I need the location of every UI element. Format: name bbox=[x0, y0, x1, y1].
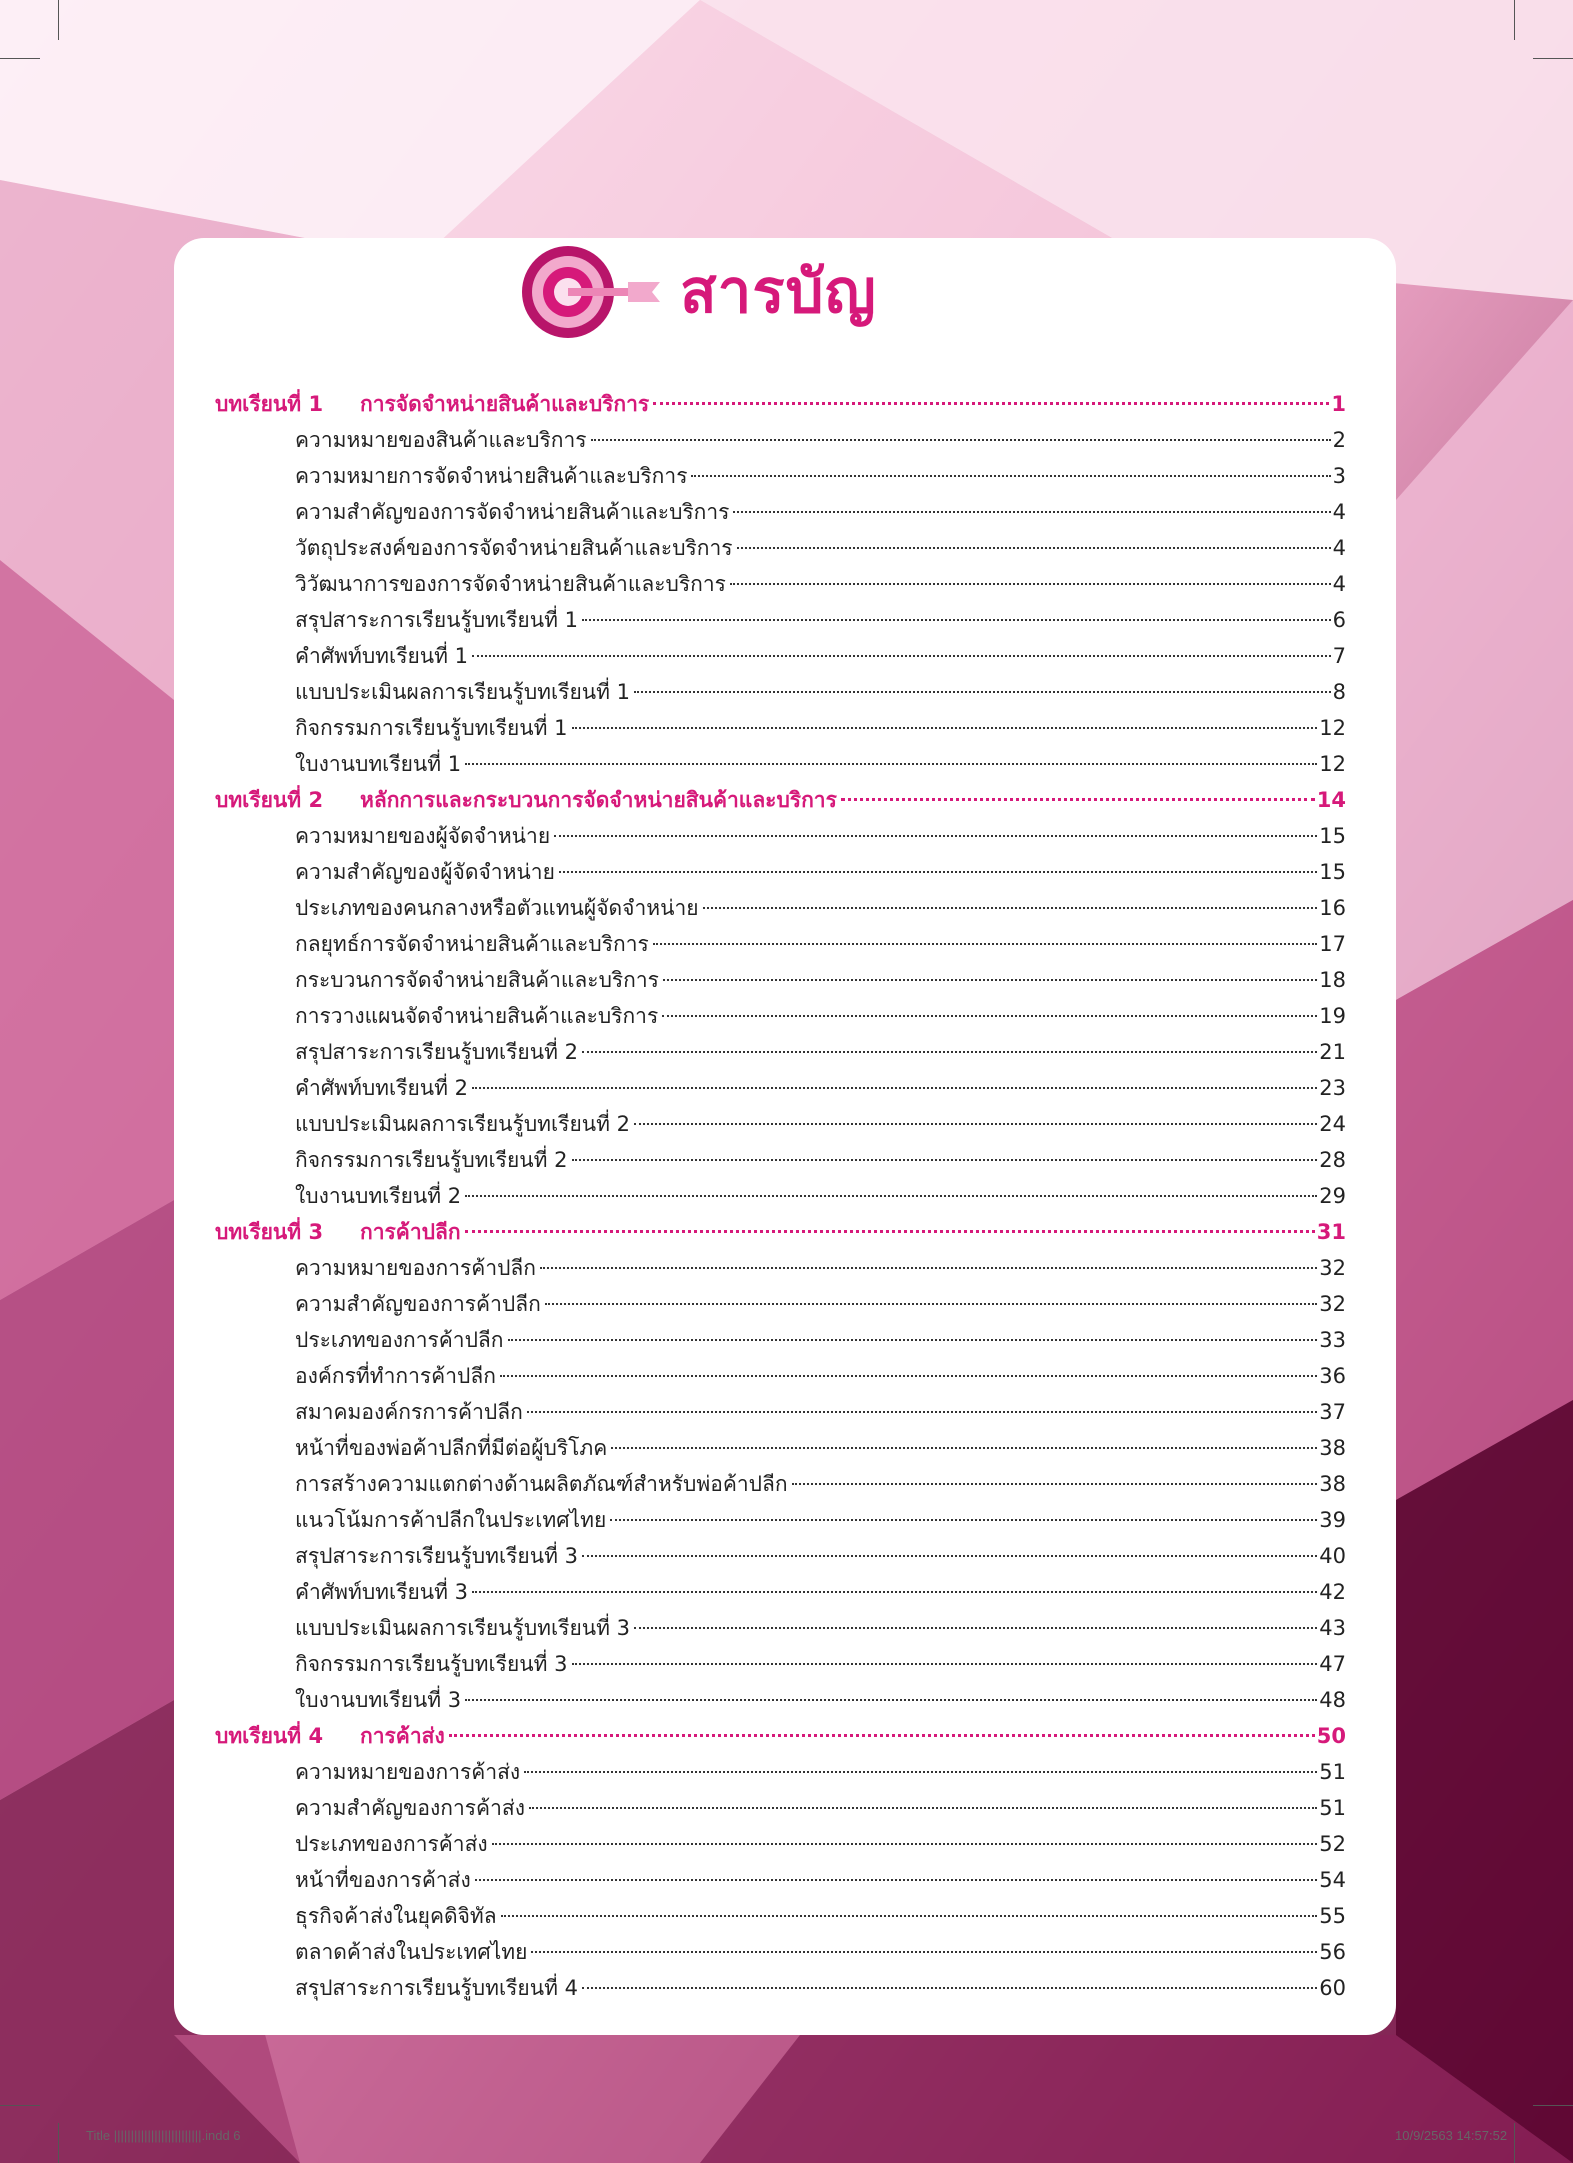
toc-item-title: ความหมายของการค้าปลีก bbox=[295, 1256, 537, 1280]
page-header bbox=[520, 242, 877, 342]
toc-item-row[interactable] bbox=[215, 1178, 1346, 1214]
toc-item-row[interactable] bbox=[215, 1898, 1346, 1934]
crop-mark bbox=[58, 2123, 59, 2163]
chapter-number: บทเรียนที่ 4 bbox=[215, 1724, 324, 1748]
toc-item-row[interactable] bbox=[215, 602, 1346, 638]
toc-item-title: สมาคมองค์กรการค้าปลีก bbox=[295, 1400, 523, 1424]
toc-item-title: กิจกรรมการเรียนรู้บทเรียนที่ 3 bbox=[295, 1652, 568, 1676]
target-arrow-icon bbox=[520, 244, 670, 340]
dot-leader bbox=[841, 798, 1315, 801]
toc-item-row[interactable] bbox=[215, 1862, 1346, 1898]
toc-item-title: หน้าที่ของการค้าส่ง bbox=[295, 1868, 471, 1892]
toc-item-title: สรุปสาระการเรียนรู้บทเรียนที่ 1 bbox=[295, 608, 578, 632]
toc-item-row[interactable] bbox=[215, 818, 1346, 854]
page-number: 12 bbox=[1319, 752, 1346, 776]
toc-item-row[interactable] bbox=[215, 530, 1346, 566]
page-number: 32 bbox=[1319, 1292, 1346, 1316]
toc-item-title: กิจกรรมการเรียนรู้บทเรียนที่ 2 bbox=[295, 1148, 568, 1172]
table-of-contents bbox=[215, 386, 1346, 2006]
toc-chapter-row[interactable] bbox=[215, 386, 1346, 422]
page-number: 1 bbox=[1331, 392, 1346, 416]
toc-item-title: กลยุทธ์การจัดจำหน่ายสินค้าและบริการ bbox=[295, 932, 649, 956]
toc-item-title: ความหมายของผู้จัดจำหน่าย bbox=[295, 824, 551, 848]
dot-leader bbox=[572, 1159, 1318, 1161]
chapter-number: บทเรียนที่ 2 bbox=[215, 788, 324, 812]
toc-item-row[interactable] bbox=[215, 926, 1346, 962]
chapter-title: การจัดจำหน่ายสินค้าและบริการ bbox=[360, 392, 650, 416]
crop-mark bbox=[1533, 2105, 1573, 2106]
page-number: 52 bbox=[1319, 1832, 1346, 1856]
toc-item-row[interactable] bbox=[215, 1790, 1346, 1826]
toc-item-title: แนวโน้มการค้าปลีกในประเทศไทย bbox=[295, 1508, 607, 1532]
toc-item-row[interactable] bbox=[215, 1034, 1346, 1070]
toc-item-row[interactable] bbox=[215, 638, 1346, 674]
toc-item-title: ใบงานบทเรียนที่ 2 bbox=[295, 1184, 462, 1208]
toc-item-title: กิจกรรมการเรียนรู้บทเรียนที่ 1 bbox=[295, 716, 568, 740]
toc-item-row[interactable] bbox=[215, 1322, 1346, 1358]
page-number: 14 bbox=[1316, 788, 1346, 812]
chapter-title: การค้าส่ง bbox=[360, 1724, 445, 1748]
page-title: สารบัญ bbox=[680, 257, 877, 327]
page-number: 3 bbox=[1332, 464, 1346, 488]
toc-item-row[interactable] bbox=[215, 1358, 1346, 1394]
page-number: 33 bbox=[1319, 1328, 1346, 1352]
toc-item-row[interactable] bbox=[215, 1070, 1346, 1106]
toc-item-row[interactable] bbox=[215, 1502, 1346, 1538]
dot-leader bbox=[465, 1699, 1317, 1701]
toc-item-title: ความสำคัญของการค้าส่ง bbox=[295, 1796, 525, 1820]
dot-leader bbox=[634, 691, 1331, 693]
toc-item-row[interactable] bbox=[215, 998, 1346, 1034]
dot-leader bbox=[582, 619, 1331, 621]
toc-item-row[interactable] bbox=[215, 1826, 1346, 1862]
dot-leader bbox=[554, 835, 1317, 837]
toc-item-row[interactable] bbox=[215, 1142, 1346, 1178]
page-number: 15 bbox=[1319, 860, 1346, 884]
crop-mark bbox=[1514, 0, 1515, 40]
dot-leader bbox=[703, 907, 1318, 909]
page-number: 48 bbox=[1319, 1688, 1346, 1712]
toc-item-row[interactable] bbox=[215, 746, 1346, 782]
dot-leader bbox=[472, 1591, 1317, 1593]
page-number: 36 bbox=[1319, 1364, 1346, 1388]
toc-item-row[interactable] bbox=[215, 890, 1346, 926]
crop-mark bbox=[0, 58, 40, 59]
dot-leader bbox=[531, 1951, 1317, 1953]
toc-item-title: ความสำคัญของผู้จัดจำหน่าย bbox=[295, 860, 555, 884]
toc-chapter-row[interactable] bbox=[215, 782, 1346, 818]
toc-item-title: แบบประเมินผลการเรียนรู้บทเรียนที่ 1 bbox=[295, 680, 630, 704]
page-number: 38 bbox=[1319, 1472, 1346, 1496]
page-number: 40 bbox=[1319, 1544, 1346, 1568]
dot-leader bbox=[582, 1555, 1317, 1557]
toc-item-title: ประเภทของคนกลางหรือตัวแทนผู้จัดจำหน่าย bbox=[295, 896, 699, 920]
toc-item-title: ใบงานบทเรียนที่ 3 bbox=[295, 1688, 462, 1712]
toc-item-row[interactable] bbox=[215, 1250, 1346, 1286]
page-number: 7 bbox=[1332, 644, 1346, 668]
toc-item-title: ความหมายของการค้าส่ง bbox=[295, 1760, 521, 1784]
page-number: 4 bbox=[1332, 572, 1346, 596]
page-number: 19 bbox=[1319, 1004, 1346, 1028]
page-number: 24 bbox=[1319, 1112, 1346, 1136]
page-number: 29 bbox=[1319, 1184, 1346, 1208]
dot-leader bbox=[500, 1375, 1317, 1377]
page-number: 6 bbox=[1332, 608, 1346, 632]
toc-item-title: วิวัฒนาการของการจัดจำหน่ายสินค้าและบริการ bbox=[295, 572, 726, 596]
toc-item-row[interactable] bbox=[215, 1538, 1346, 1574]
page-number: 21 bbox=[1319, 1040, 1346, 1064]
dot-leader bbox=[653, 402, 1329, 405]
dot-leader bbox=[524, 1771, 1317, 1773]
crop-mark bbox=[1533, 58, 1573, 59]
page-number: 17 bbox=[1319, 932, 1346, 956]
toc-item-title: ความสำคัญของการค้าปลีก bbox=[295, 1292, 541, 1316]
page-number: 38 bbox=[1319, 1436, 1346, 1460]
dot-leader bbox=[465, 1195, 1317, 1197]
page-number: 32 bbox=[1319, 1256, 1346, 1280]
toc-item-title: ความหมายการจัดจำหน่ายสินค้าและบริการ bbox=[295, 464, 688, 488]
dot-leader bbox=[572, 1663, 1318, 1665]
print-slug-left: Title ||||||||||||||||||||||||||.indd 6 bbox=[86, 2128, 241, 2143]
dot-leader bbox=[737, 547, 1331, 549]
page-number: 31 bbox=[1316, 1220, 1346, 1244]
toc-item-row[interactable] bbox=[215, 1610, 1346, 1646]
toc-item-title: ธุรกิจค้าส่งในยุคดิจิทัล bbox=[295, 1904, 497, 1928]
page-number: 18 bbox=[1319, 968, 1346, 992]
crop-mark bbox=[0, 2105, 40, 2106]
page-number: 51 bbox=[1319, 1796, 1346, 1820]
dot-leader bbox=[634, 1123, 1317, 1125]
page-number: 23 bbox=[1319, 1076, 1346, 1100]
dot-leader bbox=[653, 943, 1318, 945]
dot-leader bbox=[730, 583, 1331, 585]
dot-leader bbox=[472, 1087, 1317, 1089]
page-number: 15 bbox=[1319, 824, 1346, 848]
page-number: 37 bbox=[1319, 1400, 1346, 1424]
toc-item-row[interactable] bbox=[215, 854, 1346, 890]
toc-item-row[interactable] bbox=[215, 1430, 1346, 1466]
toc-item-row[interactable] bbox=[215, 1646, 1346, 1682]
toc-item-title: ตลาดค้าส่งในประเทศไทย bbox=[295, 1940, 528, 1964]
dot-leader bbox=[582, 1987, 1317, 1989]
dot-leader bbox=[545, 1303, 1317, 1305]
dot-leader bbox=[691, 475, 1330, 477]
chapter-title: การค้าปลีก bbox=[360, 1220, 461, 1244]
crop-mark bbox=[1514, 2123, 1515, 2163]
toc-item-title: ประเภทของการค้าส่ง bbox=[295, 1832, 488, 1856]
toc-item-title: สรุปสาระการเรียนรู้บทเรียนที่ 2 bbox=[295, 1040, 578, 1064]
toc-item-row[interactable] bbox=[215, 1682, 1346, 1718]
dot-leader bbox=[475, 1879, 1318, 1881]
toc-item-row[interactable] bbox=[215, 458, 1346, 494]
toc-item-row[interactable] bbox=[215, 1574, 1346, 1610]
dot-leader bbox=[540, 1267, 1317, 1269]
print-slug-right: 10/9/2563 14:57:52 bbox=[1395, 2128, 1508, 2143]
page-number: 4 bbox=[1332, 500, 1346, 524]
toc-item-title: ประเภทของการค้าปลีก bbox=[295, 1328, 504, 1352]
toc-item-title: แบบประเมินผลการเรียนรู้บทเรียนที่ 2 bbox=[295, 1112, 630, 1136]
dot-leader bbox=[733, 511, 1330, 513]
dot-leader bbox=[465, 763, 1317, 765]
page-number: 43 bbox=[1319, 1616, 1346, 1640]
page-number: 50 bbox=[1316, 1724, 1346, 1748]
toc-item-title: กระบวนการจัดจำหน่ายสินค้าและบริการ bbox=[295, 968, 659, 992]
page-number: 4 bbox=[1332, 536, 1346, 560]
toc-item-title: แบบประเมินผลการเรียนรู้บทเรียนที่ 3 bbox=[295, 1616, 630, 1640]
toc-item-row[interactable] bbox=[215, 422, 1346, 458]
toc-item-row[interactable] bbox=[215, 962, 1346, 998]
toc-item-title: สรุปสาระการเรียนรู้บทเรียนที่ 3 bbox=[295, 1544, 578, 1568]
toc-item-row[interactable] bbox=[215, 1934, 1346, 1970]
toc-item-row[interactable] bbox=[215, 1106, 1346, 1142]
dot-leader bbox=[449, 1734, 1315, 1737]
page-number: 42 bbox=[1319, 1580, 1346, 1604]
toc-chapter-row[interactable] bbox=[215, 1214, 1346, 1250]
toc-item-row[interactable] bbox=[215, 566, 1346, 602]
dot-leader bbox=[465, 1230, 1315, 1233]
toc-item-row[interactable] bbox=[215, 1394, 1346, 1430]
chapter-number: บทเรียนที่ 1 bbox=[215, 392, 324, 416]
dot-leader bbox=[582, 1051, 1317, 1053]
toc-item-title: คำศัพท์บทเรียนที่ 1 bbox=[295, 644, 469, 668]
dot-leader bbox=[662, 1015, 1317, 1017]
dot-leader bbox=[472, 655, 1331, 657]
toc-item-row[interactable] bbox=[215, 710, 1346, 746]
dot-leader bbox=[501, 1915, 1318, 1917]
toc-chapter-row[interactable] bbox=[215, 1718, 1346, 1754]
dot-leader bbox=[559, 871, 1317, 873]
dot-leader bbox=[508, 1339, 1318, 1341]
chapter-number: บทเรียนที่ 3 bbox=[215, 1220, 324, 1244]
toc-item-title: หน้าที่ของพ่อค้าปลีกที่มีต่อผู้บริโภค bbox=[295, 1436, 608, 1460]
page-number: 28 bbox=[1319, 1148, 1346, 1172]
dot-leader bbox=[591, 439, 1331, 441]
toc-item-title: คำศัพท์บทเรียนที่ 2 bbox=[295, 1076, 469, 1100]
page-number: 39 bbox=[1319, 1508, 1346, 1532]
page-number: 54 bbox=[1319, 1868, 1346, 1892]
dot-leader bbox=[792, 1483, 1318, 1485]
toc-item-title: สรุปสาระการเรียนรู้บทเรียนที่ 4 bbox=[295, 1976, 578, 2000]
dot-leader bbox=[529, 1807, 1317, 1809]
toc-item-title: คำศัพท์บทเรียนที่ 3 bbox=[295, 1580, 469, 1604]
toc-item-title: ใบงานบทเรียนที่ 1 bbox=[295, 752, 462, 776]
dot-leader bbox=[492, 1843, 1318, 1845]
dot-leader bbox=[572, 727, 1318, 729]
toc-item-title: การวางแผนจัดจำหน่ายสินค้าและบริการ bbox=[295, 1004, 659, 1028]
crop-mark bbox=[58, 0, 59, 40]
page-number: 55 bbox=[1319, 1904, 1346, 1928]
toc-item-title: การสร้างความแตกต่างด้านผลิตภัณฑ์สำหรับพ่อค้าปลีก bbox=[295, 1472, 788, 1496]
toc-item-title: ความหมายของสินค้าและบริการ bbox=[295, 428, 587, 452]
chapter-title: หลักการและกระบวนการจัดจำหน่ายสินค้าและบริการ bbox=[360, 788, 837, 812]
toc-item-row[interactable] bbox=[215, 494, 1346, 530]
dot-leader bbox=[663, 979, 1317, 981]
toc-item-row[interactable] bbox=[215, 1754, 1346, 1790]
dot-leader bbox=[611, 1447, 1317, 1449]
page-number: 12 bbox=[1319, 716, 1346, 740]
toc-item-row[interactable] bbox=[215, 1286, 1346, 1322]
toc-item-row[interactable] bbox=[215, 1970, 1346, 2006]
toc-item-title: ความสำคัญของการจัดจำหน่ายสินค้าและบริการ bbox=[295, 500, 730, 524]
page-number: 2 bbox=[1332, 428, 1346, 452]
page-number: 8 bbox=[1332, 680, 1346, 704]
toc-item-row[interactable] bbox=[215, 674, 1346, 710]
dot-leader bbox=[634, 1627, 1317, 1629]
dot-leader bbox=[527, 1411, 1317, 1413]
dot-leader bbox=[610, 1519, 1317, 1521]
toc-item-title: องค์กรที่ทำการค้าปลีก bbox=[295, 1364, 496, 1388]
page-number: 51 bbox=[1319, 1760, 1346, 1784]
page-number: 56 bbox=[1319, 1940, 1346, 1964]
page-number: 16 bbox=[1319, 896, 1346, 920]
page-number: 47 bbox=[1319, 1652, 1346, 1676]
toc-item-row[interactable] bbox=[215, 1466, 1346, 1502]
toc-item-title: วัตถุประสงค์ของการจัดจำหน่ายสินค้าและบริการ bbox=[295, 536, 733, 560]
page-number: 60 bbox=[1319, 1976, 1346, 2000]
